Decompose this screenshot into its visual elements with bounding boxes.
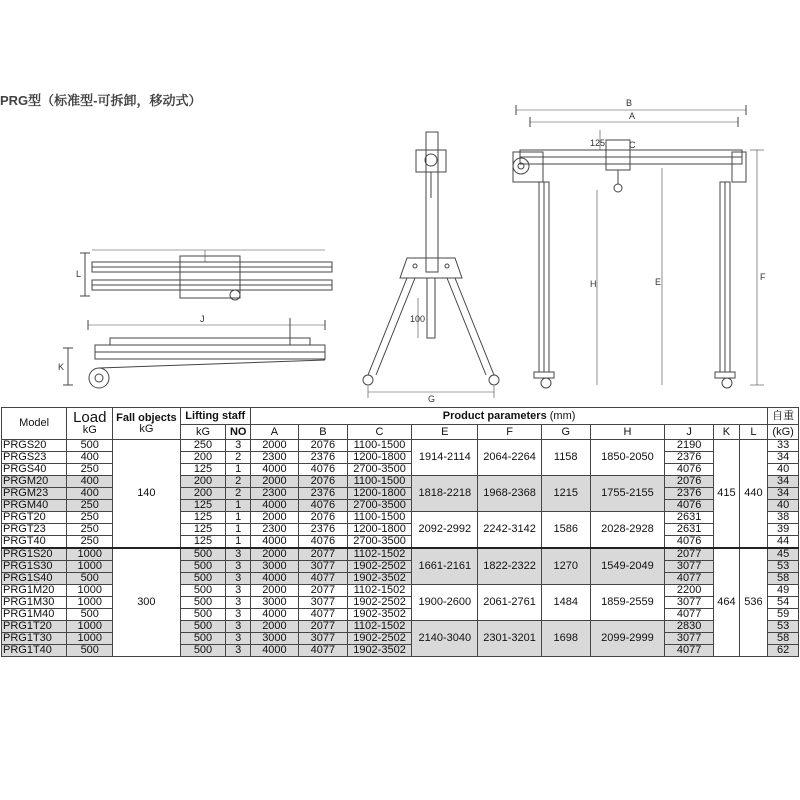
dim-label-G: G (428, 394, 436, 404)
cell-lifting-kg: 200 (180, 488, 226, 500)
cell-B: 2076 (298, 512, 347, 524)
cell-J: 2077 (665, 548, 714, 561)
cell-load: 1000 (67, 548, 113, 561)
cell-lifting-kg: 125 (180, 464, 226, 476)
cell-C: 1100-1500 (347, 440, 411, 452)
cell-load: 250 (67, 464, 113, 476)
cell-C: 2700-3500 (347, 536, 411, 549)
cell-C: 1902-3502 (347, 573, 411, 585)
cell-lifting-no: 1 (226, 512, 251, 524)
cell-A: 3000 (250, 597, 298, 609)
side-view-drawing (513, 105, 764, 388)
cell-model: PRG1T20 (2, 621, 67, 633)
cell-load: 1000 (67, 633, 113, 645)
cell-model: PRGS23 (2, 452, 67, 464)
cell-model: PRG1M30 (2, 597, 67, 609)
cell-weight: 58 (768, 633, 799, 645)
cell-F: 2064-2264 (478, 440, 541, 476)
cell-H: 1850-2050 (590, 440, 664, 476)
cell-load: 500 (67, 573, 113, 585)
cell-C: 1102-1502 (347, 548, 411, 561)
cell-lifting-kg: 500 (180, 561, 226, 573)
cell-model: PRGT20 (2, 512, 67, 524)
cell-lifting-no: 2 (226, 452, 251, 464)
cell-lifting-kg: 500 (180, 585, 226, 597)
cell-model: PRG1T30 (2, 633, 67, 645)
cell-J: 3077 (665, 561, 714, 573)
cell-weight: 33 (768, 440, 799, 452)
cell-J: 2376 (665, 452, 714, 464)
dim-label-100: 100 (410, 314, 426, 324)
cell-C: 2700-3500 (347, 464, 411, 476)
cell-load: 500 (67, 440, 113, 452)
cell-A: 2000 (250, 476, 298, 488)
cell-A: 2000 (250, 621, 298, 633)
cell-lifting-kg: 200 (180, 476, 226, 488)
cell-model: PRGM20 (2, 476, 67, 488)
col-header-L: L (739, 425, 768, 440)
cell-B: 3077 (298, 597, 347, 609)
cell-J: 2190 (665, 440, 714, 452)
cell-A: 4000 (250, 536, 298, 549)
cell-load: 1000 (67, 621, 113, 633)
dim-label-125: 125 (590, 138, 606, 148)
cell-weight: 38 (768, 512, 799, 524)
cell-model: PRGM40 (2, 500, 67, 512)
cell-E: 2092-2992 (412, 512, 478, 549)
cell-lifting-no: 3 (226, 597, 251, 609)
cell-J: 4077 (665, 645, 714, 657)
cell-B: 2076 (298, 476, 347, 488)
cell-B: 2077 (298, 548, 347, 561)
cell-lifting-kg: 125 (180, 536, 226, 549)
cell-J: 4076 (665, 500, 714, 512)
cell-weight: 53 (768, 561, 799, 573)
cell-lifting-kg: 500 (180, 609, 226, 621)
cell-F: 2242-3142 (478, 512, 541, 549)
col-header-F: F (478, 425, 541, 440)
cell-model: PRGS20 (2, 440, 67, 452)
cell-J: 2830 (665, 621, 714, 633)
load-label: Load (73, 408, 107, 426)
cell-J: 3077 (665, 597, 714, 609)
front-view-drawing (363, 132, 499, 398)
cell-lifting-kg: 125 (180, 512, 226, 524)
cell-weight: 34 (768, 488, 799, 500)
cell-B: 4076 (298, 464, 347, 476)
cell-model: PRG1M20 (2, 585, 67, 597)
cell-G: 1484 (541, 585, 590, 621)
cell-B: 4077 (298, 609, 347, 621)
product-parameters-label: Product parameters (442, 409, 547, 422)
cell-lifting-no: 3 (226, 633, 251, 645)
spec-table (1, 407, 799, 657)
cell-load: 250 (67, 524, 113, 536)
col-header-load (67, 408, 113, 440)
dim-label-E: E (655, 277, 662, 287)
cell-C: 1902-3502 (347, 609, 411, 621)
cell-B: 2076 (298, 440, 347, 452)
cell-A: 4000 (250, 573, 298, 585)
cell-C: 1100-1500 (347, 512, 411, 524)
cell-E: 1914-2114 (412, 440, 478, 476)
cell-C: 2700-3500 (347, 500, 411, 512)
cell-H: 1549-2049 (590, 548, 664, 585)
mm-unit: (mm) (549, 409, 576, 422)
cell-C: 1102-1502 (347, 621, 411, 633)
cell-J: 2631 (665, 512, 714, 524)
cell-B: 2376 (298, 488, 347, 500)
cell-B: 2376 (298, 452, 347, 464)
cell-load: 500 (67, 645, 113, 657)
cell-weight: 39 (768, 524, 799, 536)
dim-label-C: C (629, 140, 636, 150)
cell-load: 1000 (67, 585, 113, 597)
cell-B: 2077 (298, 585, 347, 597)
cell-E: 1818-2218 (412, 476, 478, 512)
col-header-weight-unit: (kG) (768, 425, 799, 440)
cell-model: PRGT23 (2, 524, 67, 536)
cell-J: 2631 (665, 524, 714, 536)
cell-weight: 44 (768, 536, 799, 549)
cell-lifting-no: 3 (226, 548, 251, 561)
cell-B: 2077 (298, 621, 347, 633)
cell-F: 1968-2368 (478, 476, 541, 512)
cell-A: 2300 (250, 488, 298, 500)
dim-label-L: L (76, 269, 82, 279)
cell-A: 4000 (250, 500, 298, 512)
cell-B: 4076 (298, 500, 347, 512)
col-header-H: H (590, 425, 664, 440)
cell-load: 250 (67, 500, 113, 512)
cell-lifting-kg: 250 (180, 440, 226, 452)
cell-A: 4000 (250, 464, 298, 476)
cell-lifting-no: 1 (226, 500, 251, 512)
cell-J: 2376 (665, 488, 714, 500)
cell-lifting-no: 1 (226, 464, 251, 476)
cell-G: 1270 (541, 548, 590, 585)
cell-weight: 40 (768, 500, 799, 512)
cell-G: 1698 (541, 621, 590, 657)
cell-model: PRGS40 (2, 464, 67, 476)
cell-B: 2376 (298, 524, 347, 536)
cell-A: 4000 (250, 609, 298, 621)
cell-B: 3077 (298, 561, 347, 573)
cell-G: 1158 (541, 440, 590, 476)
load-unit: kG (82, 423, 97, 436)
cell-C: 1200-1800 (347, 452, 411, 464)
cell-weight: 54 (768, 597, 799, 609)
cell-fall-objects: 300 (113, 548, 180, 657)
folded-top-view-drawing (80, 250, 332, 300)
cell-K: 464 (714, 548, 740, 657)
cell-L: 440 (739, 440, 768, 549)
cell-J: 4076 (665, 464, 714, 476)
cell-lifting-kg: 200 (180, 452, 226, 464)
cell-B: 4076 (298, 536, 347, 549)
cell-L: 536 (739, 548, 768, 657)
col-header-B: B (298, 425, 347, 440)
cell-weight: 53 (768, 621, 799, 633)
cell-C: 1100-1500 (347, 476, 411, 488)
cell-G: 1215 (541, 476, 590, 512)
table-row (2, 440, 799, 452)
col-header-A: A (250, 425, 298, 440)
cell-E: 2140-3040 (412, 621, 478, 657)
col-header-K: K (714, 425, 740, 440)
col-header-C: C (347, 425, 411, 440)
cell-lifting-no: 3 (226, 609, 251, 621)
cell-C: 1200-1800 (347, 524, 411, 536)
cell-fall-objects: 140 (113, 440, 180, 549)
dim-label-J: J (200, 314, 205, 324)
col-header-lifting-no: NO (226, 425, 251, 440)
cell-weight: 49 (768, 585, 799, 597)
cell-lifting-no: 3 (226, 585, 251, 597)
cell-C: 1902-2502 (347, 633, 411, 645)
cell-G: 1586 (541, 512, 590, 549)
col-header-J: J (665, 425, 714, 440)
col-header-weight: 自重 (768, 408, 799, 425)
fall-objects-unit: kG (139, 422, 154, 435)
cell-lifting-kg: 125 (180, 500, 226, 512)
cell-weight: 58 (768, 573, 799, 585)
cell-weight: 34 (768, 452, 799, 464)
cell-C: 1200-1800 (347, 488, 411, 500)
cell-A: 2000 (250, 548, 298, 561)
dim-label-F: F (760, 272, 766, 282)
cell-B: 3077 (298, 633, 347, 645)
cell-model: PRGT40 (2, 536, 67, 549)
col-header-product-parameters (250, 408, 767, 425)
cell-weight: 34 (768, 476, 799, 488)
cell-lifting-no: 1 (226, 524, 251, 536)
cell-model: PRG1T40 (2, 645, 67, 657)
cell-F: 1822-2322 (478, 548, 541, 585)
cell-load: 250 (67, 536, 113, 549)
cell-J: 4077 (665, 609, 714, 621)
spec-table-body (2, 440, 799, 657)
cell-load: 250 (67, 512, 113, 524)
cell-lifting-kg: 125 (180, 524, 226, 536)
cell-lifting-no: 3 (226, 440, 251, 452)
cell-E: 1661-2161 (412, 548, 478, 585)
dim-label-A: A (629, 111, 636, 121)
cell-load: 1000 (67, 561, 113, 573)
folded-side-view-drawing (63, 318, 325, 388)
cell-lifting-no: 2 (226, 488, 251, 500)
cell-A: 2300 (250, 452, 298, 464)
col-header-lifting-kg: kG (180, 425, 226, 440)
cell-model: PRG1M40 (2, 609, 67, 621)
cell-load: 1000 (67, 597, 113, 609)
cell-lifting-kg: 500 (180, 633, 226, 645)
cell-model: PRG1S20 (2, 548, 67, 561)
fall-objects-label: Fall objects (116, 411, 177, 424)
cell-lifting-kg: 500 (180, 597, 226, 609)
col-header-E: E (412, 425, 478, 440)
cell-J: 2076 (665, 476, 714, 488)
cell-model: PRG1S40 (2, 573, 67, 585)
cell-load: 500 (67, 609, 113, 621)
cell-E: 1900-2600 (412, 585, 478, 621)
cell-K: 415 (714, 440, 740, 549)
cell-load: 400 (67, 452, 113, 464)
cell-C: 1902-3502 (347, 645, 411, 657)
cell-J: 2200 (665, 585, 714, 597)
table-row (2, 548, 799, 561)
cell-A: 2000 (250, 512, 298, 524)
cell-B: 4077 (298, 573, 347, 585)
cell-A: 2000 (250, 440, 298, 452)
cell-lifting-kg: 500 (180, 645, 226, 657)
dim-label-K: K (58, 362, 65, 372)
cell-F: 2301-3201 (478, 621, 541, 657)
cell-J: 4076 (665, 536, 714, 549)
cell-C: 1102-1502 (347, 585, 411, 597)
cell-weight: 45 (768, 548, 799, 561)
page-heading: PRG型（标准型-可拆卸，移动式） (0, 93, 202, 108)
cell-lifting-kg: 500 (180, 573, 226, 585)
col-header-G: G (541, 425, 590, 440)
dim-label-B: B (626, 98, 633, 108)
cell-C: 1902-2502 (347, 561, 411, 573)
cell-lifting-no: 3 (226, 645, 251, 657)
cell-lifting-no: 1 (226, 536, 251, 549)
cell-A: 3000 (250, 561, 298, 573)
cell-lifting-kg: 500 (180, 548, 226, 561)
cell-J: 4077 (665, 573, 714, 585)
cell-weight: 40 (768, 464, 799, 476)
cell-H: 1755-2155 (590, 476, 664, 512)
cell-lifting-kg: 500 (180, 621, 226, 633)
cell-lifting-no: 3 (226, 573, 251, 585)
cell-H: 1859-2559 (590, 585, 664, 621)
cell-H: 2028-2928 (590, 512, 664, 549)
cell-J: 3077 (665, 633, 714, 645)
cell-lifting-no: 3 (226, 561, 251, 573)
col-header-model: Model (2, 408, 67, 440)
cell-weight: 59 (768, 609, 799, 621)
cell-model: PRG1S30 (2, 561, 67, 573)
cell-A: 3000 (250, 633, 298, 645)
cell-C: 1902-2502 (347, 597, 411, 609)
cell-A: 4000 (250, 645, 298, 657)
cell-model: PRGM23 (2, 488, 67, 500)
cell-F: 2061-2761 (478, 585, 541, 621)
cell-load: 400 (67, 476, 113, 488)
cell-A: 2300 (250, 524, 298, 536)
cell-B: 4077 (298, 645, 347, 657)
cell-lifting-no: 3 (226, 621, 251, 633)
cell-load: 400 (67, 488, 113, 500)
cell-lifting-no: 2 (226, 476, 251, 488)
cell-weight: 62 (768, 645, 799, 657)
dim-label-H: H (590, 279, 597, 289)
cell-H: 2099-2999 (590, 621, 664, 657)
col-header-fall-objects (113, 408, 180, 440)
col-header-lifting-staff: Lifting staff (180, 408, 250, 425)
cell-A: 2000 (250, 585, 298, 597)
